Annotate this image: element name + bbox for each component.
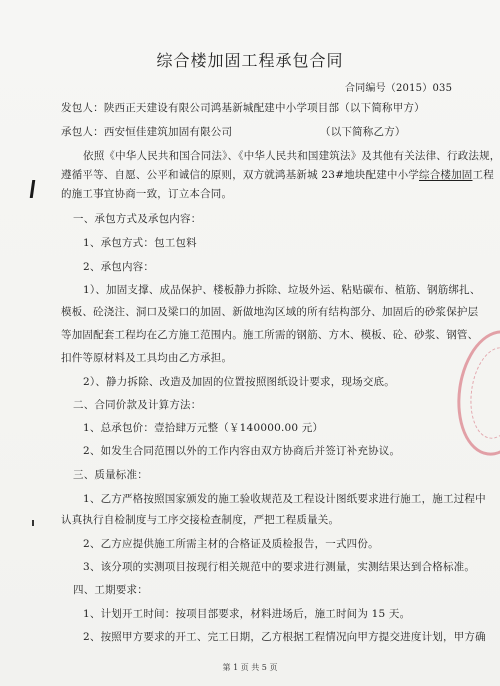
- section-1-item-1: 1、承包方式：包工包料: [83, 237, 197, 249]
- section-1-title: 一、承包方式及承包内容：: [73, 213, 202, 225]
- intro-project-name: 综合楼加固: [419, 169, 473, 181]
- section-1-body-2: 模板、砼浇注、洞口及梁口的加固、新做地沟区域的所有结构部分、加固后的砂浆保护层: [61, 306, 479, 318]
- section-3-item-2: 2、乙方应提供施工所需主材的合格证及质检报告，一式四份。: [83, 538, 379, 550]
- intro-line-2: 遵循平等、自愿、公平和诚信的原则，双方就鸿基新城 23#地块配建中小学综合楼加固工程: [61, 169, 494, 181]
- party-b-alias: （以下简称乙方）: [320, 126, 406, 138]
- party-a-label: 发包人：: [61, 102, 104, 114]
- pen-mark-small: [32, 520, 34, 526]
- contract-number: 合同编号（2015）035: [345, 83, 453, 94]
- party-a-line: [61, 101, 425, 115]
- section-3-item-3: 3、该分项的实测项目按现行相关规范中的要求进行测量，实测结果达到合格标准。: [83, 561, 476, 573]
- intro-line-3: 的施工事宜协商一致，订立本合同。: [61, 188, 233, 200]
- party-a-alias: （以下简称甲方）: [339, 102, 425, 114]
- party-b-label: 承包人：: [61, 126, 104, 138]
- section-1-body-4: 扣件等原材料及工具均由乙方承担。: [61, 352, 233, 364]
- pen-mark: [30, 180, 36, 198]
- section-3-item-1-line-2: 认真执行自检制度与工序交接检查制度，严把工程质量关。: [61, 514, 340, 526]
- section-1-body-1: 1）、加固支撑、成品保护、楼板静力拆除、垃圾外运、粘贴碳布、植筋、钢筋绑扎、: [83, 284, 481, 296]
- contract-title: 综合楼加固工程承包合同: [156, 51, 344, 70]
- section-3-item-1-line-1: 1、乙方严格按照国家颁发的施工验收规范及工程设计图纸要求进行施工，施工过程中: [83, 493, 486, 505]
- party-a-name: 陕西正天建设有限公司鸿基新城配建中小学项目部: [103, 102, 340, 114]
- section-1-item-2: 2、承包内容：: [83, 261, 155, 273]
- intro-line-1: 依照《中华人民共和国合同法》、《中华人民共和国建筑法》及其他有关法律、行政法规，: [83, 150, 500, 162]
- section-4-item-1: 1、计划开工时间：按项目部要求，材料进场后，施工时间为 15 天。: [83, 608, 411, 620]
- section-1-item-2b: 2）、静力拆除、改造及加固的位置按照图纸设计要求，现场交底。: [83, 376, 395, 388]
- section-2-title: 二、合同价款及计算方法：: [73, 399, 202, 411]
- section-3-title: 三、质量标准：: [73, 469, 148, 481]
- page-footer: 第 1 页 共 5 页: [222, 663, 278, 672]
- section-4-item-2: 2、按照甲方要求的开工、完工日期，乙方根据工程情况向甲方提交进度计划，甲方确: [83, 631, 486, 643]
- section-4-title: 四、工期要求：: [73, 584, 148, 596]
- section-1-body-3: 等加固配套工程均在乙方施工范围内。施工所需的钢筋、方木、模板、砼、砂浆、钢管、: [61, 329, 479, 341]
- party-b-line: [61, 125, 232, 139]
- party-b-name: 西安恒佳建筑加固有限公司: [103, 126, 233, 138]
- section-2-item-2: 2、如发生合同范围以外的工作内容由双方协商后并签订补充协议。: [83, 445, 401, 457]
- section-2-item-1: 1、总承包价：壹拾肆万元整（￥140000.00 元）: [83, 422, 324, 434]
- red-seal-stamp: [450, 325, 500, 460]
